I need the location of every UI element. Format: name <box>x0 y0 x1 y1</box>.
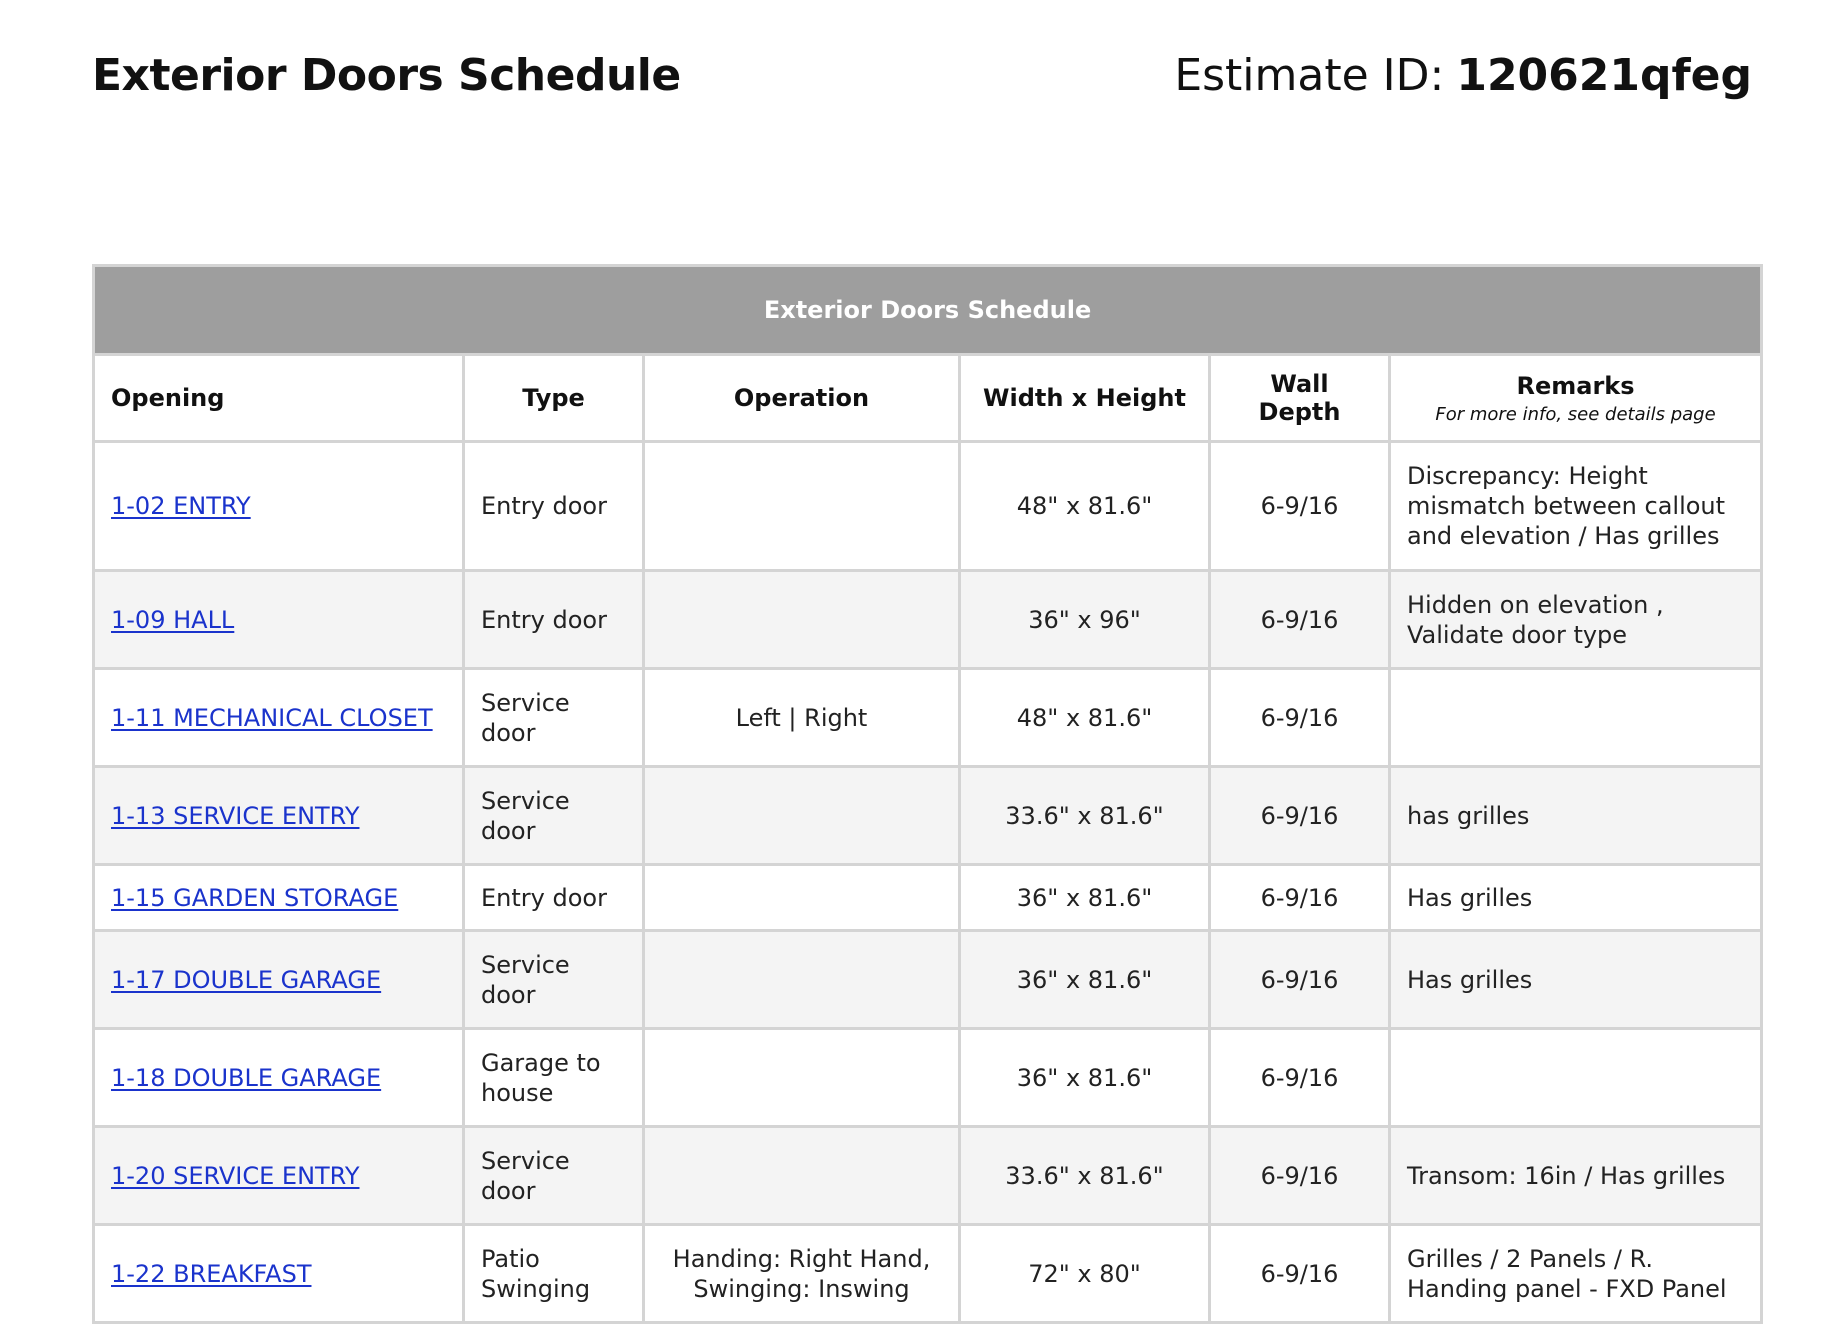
cell-remarks: Discrepancy: Height mismatch between callout and elevation / Has grilles <box>1390 442 1762 571</box>
cell-remarks: Has grilles <box>1390 865 1762 931</box>
cell-size: 33.6" x 81.6" <box>960 1127 1210 1225</box>
cell-type: Entry door <box>464 442 644 571</box>
estimate-id-value: 120621qfeg <box>1456 49 1752 101</box>
cell-opening <box>94 931 464 1029</box>
cell-depth: 6-9/16 <box>1210 571 1390 669</box>
cell-remarks: Hidden on elevation , Validate door type <box>1390 571 1762 669</box>
opening-link[interactable]: 1-09 HALL <box>111 605 235 634</box>
opening-link[interactable]: 1-15 GARDEN STORAGE <box>111 883 399 912</box>
cell-operation <box>644 442 960 571</box>
cell-operation <box>644 865 960 931</box>
opening-link[interactable]: 1-18 DOUBLE GARAGE <box>111 1063 382 1092</box>
cell-opening <box>94 669 464 767</box>
table-row <box>94 865 1762 931</box>
cell-remarks: has grilles <box>1390 767 1762 865</box>
header-remarks <box>1390 355 1762 442</box>
table-row <box>94 669 1762 767</box>
cell-size: 33.6" x 81.6" <box>960 767 1210 865</box>
table-row <box>94 1225 1762 1323</box>
cell-depth: 6-9/16 <box>1210 931 1390 1029</box>
cell-type: Service door <box>464 669 644 767</box>
cell-depth: 6-9/16 <box>1210 865 1390 931</box>
header-operation: Operation <box>644 355 960 442</box>
cell-operation <box>644 1029 960 1127</box>
table-row <box>94 442 1762 571</box>
cell-depth: 6-9/16 <box>1210 767 1390 865</box>
cell-remarks <box>1390 669 1762 767</box>
page-header <box>92 40 1752 110</box>
header-width-height: Width x Height <box>960 355 1210 442</box>
cell-depth: 6-9/16 <box>1210 1029 1390 1127</box>
cell-opening <box>94 1127 464 1225</box>
cell-size: 72" x 80" <box>960 1225 1210 1323</box>
cell-remarks: Has grilles <box>1390 931 1762 1029</box>
header-type: Type <box>464 355 644 442</box>
cell-type: Entry door <box>464 571 644 669</box>
cell-opening <box>94 1225 464 1323</box>
opening-link[interactable]: 1-11 MECHANICAL CLOSET <box>111 703 433 732</box>
table-row <box>94 931 1762 1029</box>
cell-depth: 6-9/16 <box>1210 1225 1390 1323</box>
opening-link[interactable]: 1-20 SERVICE ENTRY <box>111 1161 360 1190</box>
doors-schedule-table <box>92 264 1763 1324</box>
cell-operation: Left | Right <box>644 669 960 767</box>
header-remarks-subtitle: For more info, see details page <box>1435 403 1716 425</box>
table-row <box>94 571 1762 669</box>
cell-operation <box>644 931 960 1029</box>
cell-size: 36" x 81.6" <box>960 1029 1210 1127</box>
cell-opening <box>94 767 464 865</box>
cell-size: 48" x 81.6" <box>960 442 1210 571</box>
cell-type: Entry door <box>464 865 644 931</box>
cell-type: Service door <box>464 767 644 865</box>
opening-link[interactable]: 1-22 BREAKFAST <box>111 1259 312 1288</box>
cell-operation: Handing: Right Hand, Swinging: Inswing <box>644 1225 960 1323</box>
table-row <box>94 767 1762 865</box>
cell-operation <box>644 1127 960 1225</box>
header-opening: Opening <box>94 355 464 442</box>
cell-size: 36" x 81.6" <box>960 931 1210 1029</box>
cell-opening <box>94 1029 464 1127</box>
opening-link[interactable]: 1-17 DOUBLE GARAGE <box>111 965 382 994</box>
cell-remarks: Grilles / 2 Panels / R. Handing panel - FXD Panel <box>1390 1225 1762 1323</box>
cell-depth: 6-9/16 <box>1210 1127 1390 1225</box>
cell-remarks: Transom: 16in / Has grilles <box>1390 1127 1762 1225</box>
page-title: Exterior Doors Schedule <box>92 49 681 101</box>
cell-type: Service door <box>464 1127 644 1225</box>
cell-opening <box>94 571 464 669</box>
table-row <box>94 1127 1762 1225</box>
cell-operation <box>644 571 960 669</box>
cell-size: 36" x 81.6" <box>960 865 1210 931</box>
opening-link[interactable]: 1-02 ENTRY <box>111 492 251 520</box>
cell-operation <box>644 767 960 865</box>
cell-remarks <box>1390 1029 1762 1127</box>
estimate-id-label <box>1174 50 1752 101</box>
header-wall-depth: Wall Depth <box>1210 355 1390 442</box>
cell-size: 48" x 81.6" <box>960 669 1210 767</box>
cell-depth: 6-9/16 <box>1210 669 1390 767</box>
cell-type: Patio Swinging <box>464 1225 644 1323</box>
estimate-label: Estimate ID: <box>1174 49 1445 101</box>
cell-opening <box>94 442 464 571</box>
cell-size: 36" x 96" <box>960 571 1210 669</box>
table-caption: Exterior Doors Schedule <box>94 266 1762 355</box>
opening-link[interactable]: 1-13 SERVICE ENTRY <box>111 801 360 830</box>
cell-opening <box>94 865 464 931</box>
cell-type: Service door <box>464 931 644 1029</box>
cell-depth: 6-9/16 <box>1210 442 1390 571</box>
table-row <box>94 1029 1762 1127</box>
header-remarks-title: Remarks <box>1516 371 1635 400</box>
cell-type: Garage to house <box>464 1029 644 1127</box>
